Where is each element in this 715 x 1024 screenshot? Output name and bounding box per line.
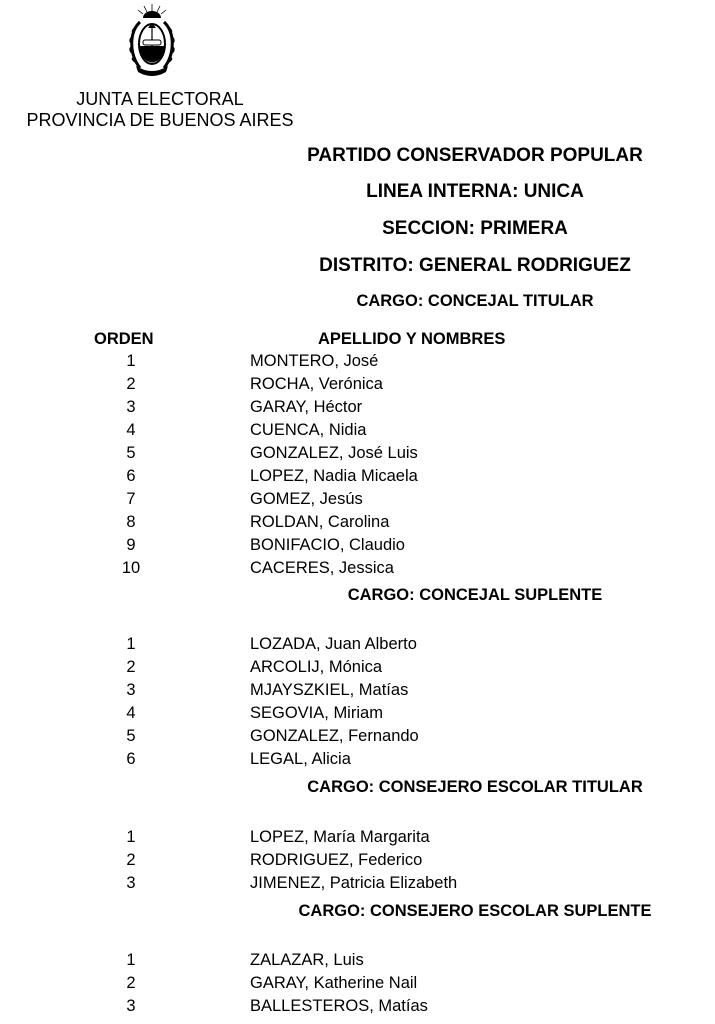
candidate-order: 5 (126, 444, 136, 462)
candidate-name: CUENCA, Nidia (250, 421, 367, 439)
cargo-heading-concejal-titular: CARGO: CONCEJAL TITULAR (356, 292, 594, 310)
candidate-row (0, 656, 715, 679)
cargo-heading-consejero-escolar-titular: CARGO: CONSEJERO ESCOLAR TITULAR (307, 778, 643, 796)
candidate-name: MJAYSZKIEL, Matías (250, 681, 409, 699)
candidate-name: LOPEZ, María Margarita (250, 828, 430, 846)
candidate-order: 3 (126, 874, 136, 892)
linea-interna-title: LINEA INTERNA: UNICA (366, 181, 584, 202)
candidate-row (0, 849, 715, 872)
candidate-row (0, 396, 715, 419)
candidate-row (0, 633, 715, 656)
candidate-row (0, 465, 715, 488)
candidate-order: 1 (126, 635, 136, 653)
candidate-name: ROLDAN, Carolina (250, 513, 390, 531)
candidate-order: 3 (126, 681, 136, 699)
candidate-order: 2 (126, 851, 136, 869)
candidate-order: 6 (126, 467, 136, 485)
candidate-order: 8 (126, 513, 136, 531)
distrito-title: DISTRITO: GENERAL RODRIGUEZ (319, 255, 631, 276)
candidate-order: 7 (126, 490, 136, 508)
candidate-order: 1 (126, 352, 136, 370)
candidate-row (0, 702, 715, 725)
candidate-order: 2 (126, 974, 136, 992)
province-name: PROVINCIA DE BUENOS AIRES (26, 110, 294, 130)
column-header-orden: ORDEN (94, 330, 154, 348)
candidate-order: 6 (126, 750, 136, 768)
candidate-row (0, 419, 715, 442)
candidate-row (0, 373, 715, 396)
candidate-name: GARAY, Katherine Nail (250, 974, 418, 992)
cargo-heading-concejal-suplente: CARGO: CONCEJAL SUPLENTE (347, 586, 603, 604)
candidate-name: SEGOVIA, Miriam (250, 704, 383, 722)
candidate-name: LOPEZ, Nadia Micaela (250, 467, 418, 485)
candidate-order: 4 (126, 704, 136, 722)
candidate-order: 2 (126, 658, 136, 676)
candidate-row (0, 350, 715, 373)
candidate-name: BALLESTEROS, Matías (250, 997, 428, 1015)
institution-name: JUNTA ELECTORAL (76, 89, 244, 109)
candidate-order: 3 (126, 398, 136, 416)
candidate-name: CACERES, Jessica (250, 559, 394, 577)
candidate-list-concejal-titular (0, 350, 715, 580)
candidate-name: JIMENEZ, Patricia Elizabeth (250, 874, 458, 892)
candidate-row (0, 972, 715, 995)
candidate-order: 5 (126, 727, 136, 745)
candidate-row (0, 748, 715, 771)
candidate-row (0, 534, 715, 557)
candidate-row (0, 826, 715, 849)
candidate-row (0, 511, 715, 534)
candidate-order: 2 (126, 375, 136, 393)
candidate-name: GARAY, Héctor (250, 398, 363, 416)
candidate-name: GOMEZ, Jesús (250, 490, 363, 508)
candidate-row (0, 442, 715, 465)
candidate-list-consejero-escolar-titular (0, 826, 715, 895)
candidate-name: MONTERO, José (250, 352, 379, 370)
candidate-order: 3 (126, 997, 136, 1015)
candidate-name: ROCHA, Verónica (250, 375, 383, 393)
candidate-name: BONIFACIO, Claudio (250, 536, 405, 554)
candidate-row (0, 557, 715, 580)
party-title: PARTIDO CONSERVADOR POPULAR (307, 145, 643, 166)
candidate-name: LOZADA, Juan Alberto (250, 635, 417, 653)
candidate-name: ZALAZAR, Luis (250, 951, 364, 969)
candidate-name: RODRIGUEZ, Federico (250, 851, 423, 869)
candidate-list-concejal-suplente (0, 633, 715, 771)
candidate-order: 4 (126, 421, 136, 439)
candidate-name: LEGAL, Alicia (250, 750, 351, 768)
seccion-title: SECCION: PRIMERA (382, 218, 568, 239)
candidate-order: 1 (126, 828, 136, 846)
candidate-row (0, 872, 715, 895)
candidate-list-consejero-escolar-suplente (0, 949, 715, 1018)
candidate-row (0, 995, 715, 1018)
candidate-row (0, 488, 715, 511)
candidate-row (0, 725, 715, 748)
candidate-order: 9 (126, 536, 136, 554)
cargo-heading-consejero-escolar-suplente: CARGO: CONSEJERO ESCOLAR SUPLENTE (298, 902, 652, 920)
candidate-name: GONZALEZ, José Luis (250, 444, 418, 462)
candidate-order: 10 (121, 559, 141, 577)
coat-of-arms-seal (126, 2, 178, 78)
column-header-apellido-nombres: APELLIDO Y NOMBRES (318, 330, 506, 348)
candidate-row (0, 679, 715, 702)
candidate-name: GONZALEZ, Fernando (250, 727, 419, 745)
candidate-order: 1 (126, 951, 136, 969)
candidate-row (0, 949, 715, 972)
candidate-name: ARCOLIJ, Mónica (250, 658, 383, 676)
